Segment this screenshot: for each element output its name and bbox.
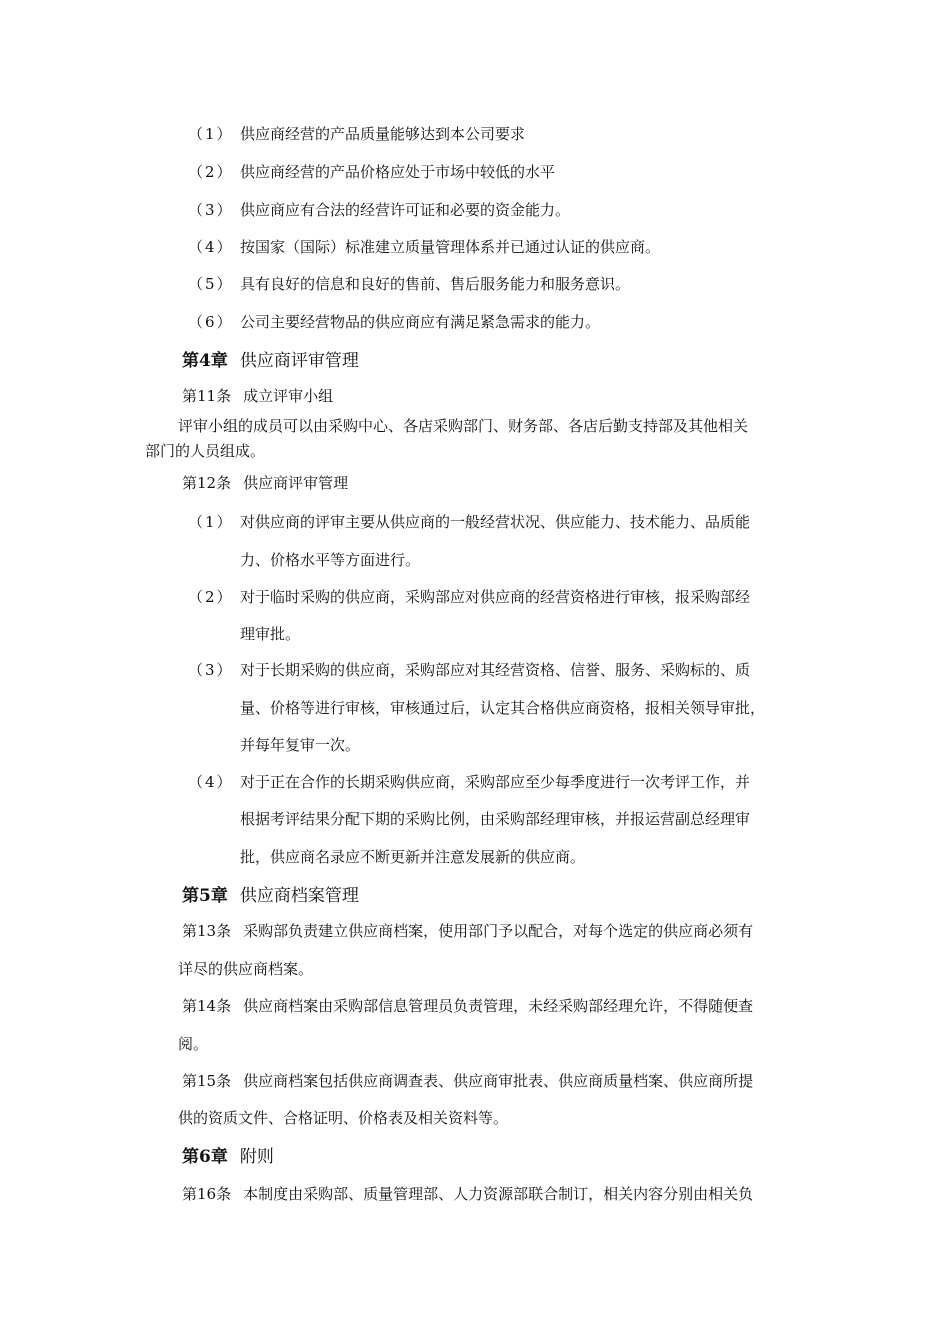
article-heading bbox=[182, 472, 348, 493]
list-number: （4） bbox=[188, 773, 234, 791]
list-item: 供应商应有合法的经营许可证和必要的资金能力。 bbox=[240, 201, 571, 219]
chapter-heading bbox=[182, 881, 359, 906]
article-text: 采购部负责建立供应商档案，使用部门予以配合，对每个选定的供应商必须有 bbox=[243, 922, 754, 940]
list-number: （3） bbox=[188, 201, 234, 219]
list-item: 供应商经营的产品价格应处于市场中较低的水平 bbox=[240, 163, 556, 181]
chapter-number: 第6章 bbox=[182, 1147, 228, 1167]
list-number: （1） bbox=[188, 513, 234, 531]
chapter-title: 附则 bbox=[239, 1147, 274, 1167]
article-title: 供应商评审管理 bbox=[243, 474, 349, 492]
paragraph-line bbox=[182, 1070, 753, 1091]
article-text: 供应商档案包括供应商调查表、供应商审批表、供应商质量档案、供应商所提 bbox=[243, 1072, 754, 1090]
paragraph-line bbox=[182, 995, 753, 1016]
paragraph-line bbox=[182, 920, 753, 941]
article-number: 第16条 bbox=[182, 1185, 232, 1203]
list-item-line: 量、价格等进行审核，审核通过后，认定其合格供应商资格，报相关领导审批， bbox=[240, 699, 766, 717]
list-item-line: 批，供应商名录应不断更新并注意发展新的供应商。 bbox=[240, 848, 586, 866]
chapter-title: 供应商评审管理 bbox=[239, 351, 359, 371]
article-text: 供应商档案由采购部信息管理员负责管理，未经采购部经理允许，不得随便查 bbox=[243, 997, 754, 1015]
article-title: 成立评审小组 bbox=[243, 387, 334, 405]
list-item: 公司主要经营物品的供应商应有满足紧急需求的能力。 bbox=[240, 313, 601, 331]
article-number: 第12条 bbox=[182, 474, 232, 492]
list-number: （2） bbox=[188, 163, 234, 181]
list-item-line: 力、价格水平等方面进行。 bbox=[240, 551, 421, 569]
list-item-line: 对供应商的评审主要从供应商的一般经营状况、供应能力、技术能力、品质能 bbox=[240, 513, 751, 531]
list-item-line: 对于长期采购的供应商，采购部应对其经营资格、信誉、服务、采购标的、质 bbox=[240, 661, 751, 679]
list-number: （1） bbox=[188, 125, 234, 143]
list-item-line: 理审批。 bbox=[240, 625, 301, 643]
paragraph-line: 供的资质文件、合格证明、价格表及相关资料等。 bbox=[178, 1109, 509, 1127]
list-item-line: 对于正在合作的长期采购供应商，采购部应至少每季度进行一次考评工作，并 bbox=[240, 773, 751, 791]
list-number: （2） bbox=[188, 588, 234, 606]
chapter-title: 供应商档案管理 bbox=[239, 886, 359, 906]
paragraph-line bbox=[182, 1183, 753, 1204]
paragraph-line: 评审小组的成员可以由采购中心、各店采购部门、财务部、各店后勤支持部及其他相关 bbox=[178, 417, 749, 435]
paragraph-line: 阅。 bbox=[178, 1035, 209, 1053]
paragraph-line: 详尽的供应商档案。 bbox=[178, 960, 314, 978]
list-item: 按国家（国际）标准建立质量管理体系并已通过认证的供应商。 bbox=[240, 238, 661, 256]
list-number: （5） bbox=[188, 275, 234, 293]
article-number: 第11条 bbox=[182, 387, 232, 405]
article-number: 第15条 bbox=[182, 1072, 232, 1090]
article-number: 第13条 bbox=[182, 922, 232, 940]
list-item-line: 对于临时采购的供应商，采购部应对供应商的经营资格进行审核，报采购部经 bbox=[240, 588, 751, 606]
article-heading bbox=[182, 385, 333, 406]
list-number: （6） bbox=[188, 313, 234, 331]
list-item: 供应商经营的产品质量能够达到本公司要求 bbox=[240, 125, 526, 143]
list-item-line: 根据考评结果分配下期的采购比例，由采购部经理审核，并报运营副总经理审 bbox=[240, 810, 751, 828]
article-number: 第14条 bbox=[182, 997, 232, 1015]
list-number: （3） bbox=[188, 661, 234, 679]
chapter-heading bbox=[182, 346, 359, 371]
article-text: 本制度由采购部、质量管理部、人力资源部联合制订，相关内容分别由相关负 bbox=[243, 1185, 754, 1203]
list-number: （4） bbox=[188, 238, 234, 256]
chapter-number: 第5章 bbox=[182, 886, 228, 906]
list-item: 具有良好的信息和良好的售前、售后服务能力和服务意识。 bbox=[240, 275, 631, 293]
chapter-heading bbox=[182, 1142, 274, 1167]
list-item-line: 并每年复审一次。 bbox=[240, 736, 361, 754]
paragraph-line: 部门的人员组成。 bbox=[145, 442, 266, 460]
chapter-number: 第4章 bbox=[182, 351, 228, 371]
